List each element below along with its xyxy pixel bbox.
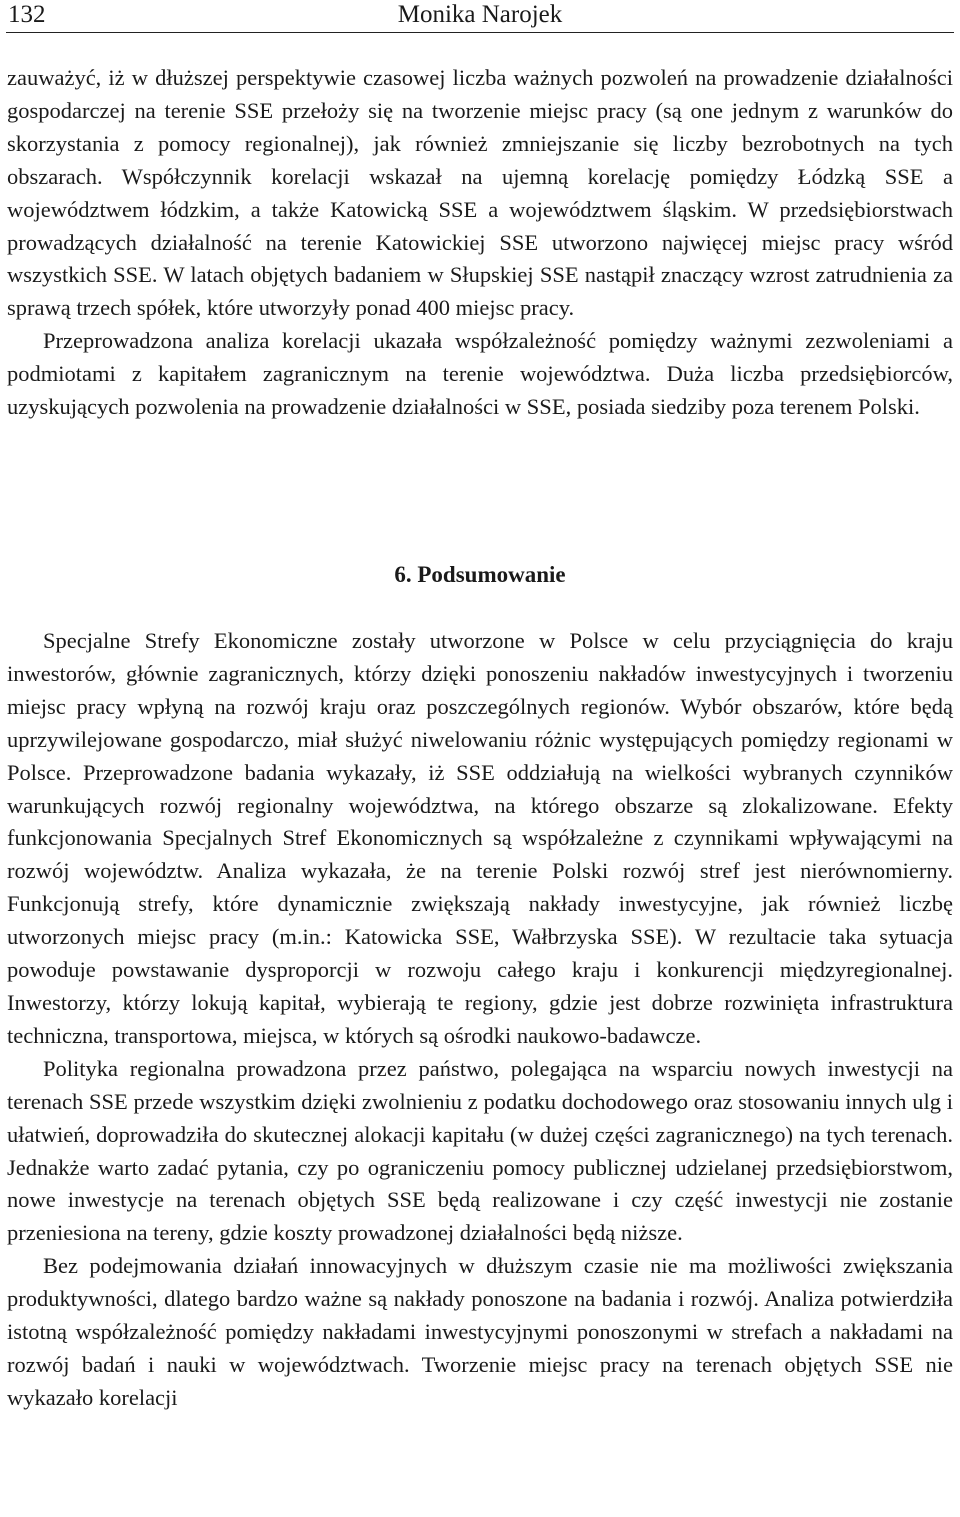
summary-text-block [7,625,953,1415]
body-paragraph: Bez podejmowania działań innowacyjnych w dłuższym czasie nie ma możliwości zwiększania produktywności, dlatego bardzo ważne są nakłady ponoszone na badania i rozwój. Analiza potwierdziła istotną współzależność pomiędzy nakładami inwestycyjnymi ponoszonymi w strefach a nakładami na rozwój badań i nauki w województwach. Tworzenie miejsc pracy na terenach objętych SSE nie wykazało korelacji [7,1253,953,1410]
body-paragraph: Polityka regionalna prowadzona przez państwo, polegająca na wsparciu nowych inwestycji na terenach SSE przede wszystkim dzięki zwolnieniu z podatku dochodowego oraz stosowaniu innych ulg i ułatwień, doprowadziła do skutecznej alokacji kapitału (w dużej części zagranicznego) na tych terenach. Jednakże warto zadać pytania, czy po ograniczeniu pomocy publicznej udzielanej przedsiębiorstwom, nowe inwestycje na terenach objętych SSE będą realizowane i czy część inwestycji nie zostanie przeniesiona na tereny, gdzie koszty prowadzonej działalności będą niższe. [7,1055,953,1246]
body-paragraph: Przeprowadzona analiza korelacji ukazała współzależność pomiędzy ważnymi zezwoleniami a podmiotami z kapitałem zagranicznym na terenie województwa. Duża liczba przedsiębiorców, uzyskujących pozwolenia na prowadzenie działalności w SSE, posiada siedziby poza terenem Polski. [7,328,953,420]
page-header [6,0,954,33]
page-number: 132 [8,1,46,28]
body-paragraph: Specjalne Strefy Ekonomiczne zostały utworzone w Polsce w celu przyciągnięcia do kraju inwestorów, głównie zagranicznych, którzy dzięki ponoszeniu nakładów inwestycyjnych i tworzeniu miejsc pracy wpłyną na rozwój kraju oraz poszczególnych regionów. Wybór obszarów, które będą uprzywilejowane gospodarczo, miał służyć niwelowaniu różnic występujących pomiędzy regionami w Polsce. Przeprowadzone badania wykazały, iż SSE oddziałują na wielkości wybranych czynników warunkujących rozwój regionalny województwa, na którego obszarze są zlokalizowane. Efekty funkcjonowania Specjalnych Stref Ekonomicznych są współzależne z czynnikami wpływającymi na rozwój województw. Analiza wykazała, że na terenie Polski rozwój stref jest nierównomierny. Funkcjonują strefy, które dynamicznie zwiększają nakłady inwestycyjne, jak również liczbę utworzonych miejsc pracy (m.in.: Katowicka SSE, Wałbrzyska SSE). W rezultacie taka sytuacja powoduje powstawanie dysproporcji w rozwoju całego kraju i konkurencji międzyregionalnej. Inwestorzy, którzy lokują kapitał, wybierają te regiony, gdzie jest dobrze rozwinięta infrastruktura techniczna, transportowa, miejsca, w których są ośrodki naukowo-badawcze. [7,628,953,1048]
body-paragraph: zauważyć, iż w dłuższej perspektywie czasowej liczba ważnych pozwoleń na prowadzenie działalności gospodarczej na terenie SSE przełoży się na tworzenie miejsc pracy (są one jednym z warunków do skorzystania z pomocy regionalnej), jak również zmniejszanie się liczby bezrobotnych na tych obszarach. Współczynnik korelacji wskazał na ujemną korelację pomiędzy Łódzką SSE a województwem łódzkim, a także Katowicką SSE a województwem śląskim. W przedsiębiorstwach prowadzących działalność na terenie Katowickiej SSE utworzono najwięcej miejsc pracy wśród wszystkich SSE. W latach objętych badaniem w Słupskiej SSE nastąpił znaczący wzrost zatrudnienia za sprawą trzech spółek, które utworzyły ponad 400 miejsc pracy. [7,65,953,321]
running-head-author: Monika Narojek [397,1,563,28]
intro-text-block [7,62,953,424]
section-heading: 6. Podsumowanie [394,562,566,587]
